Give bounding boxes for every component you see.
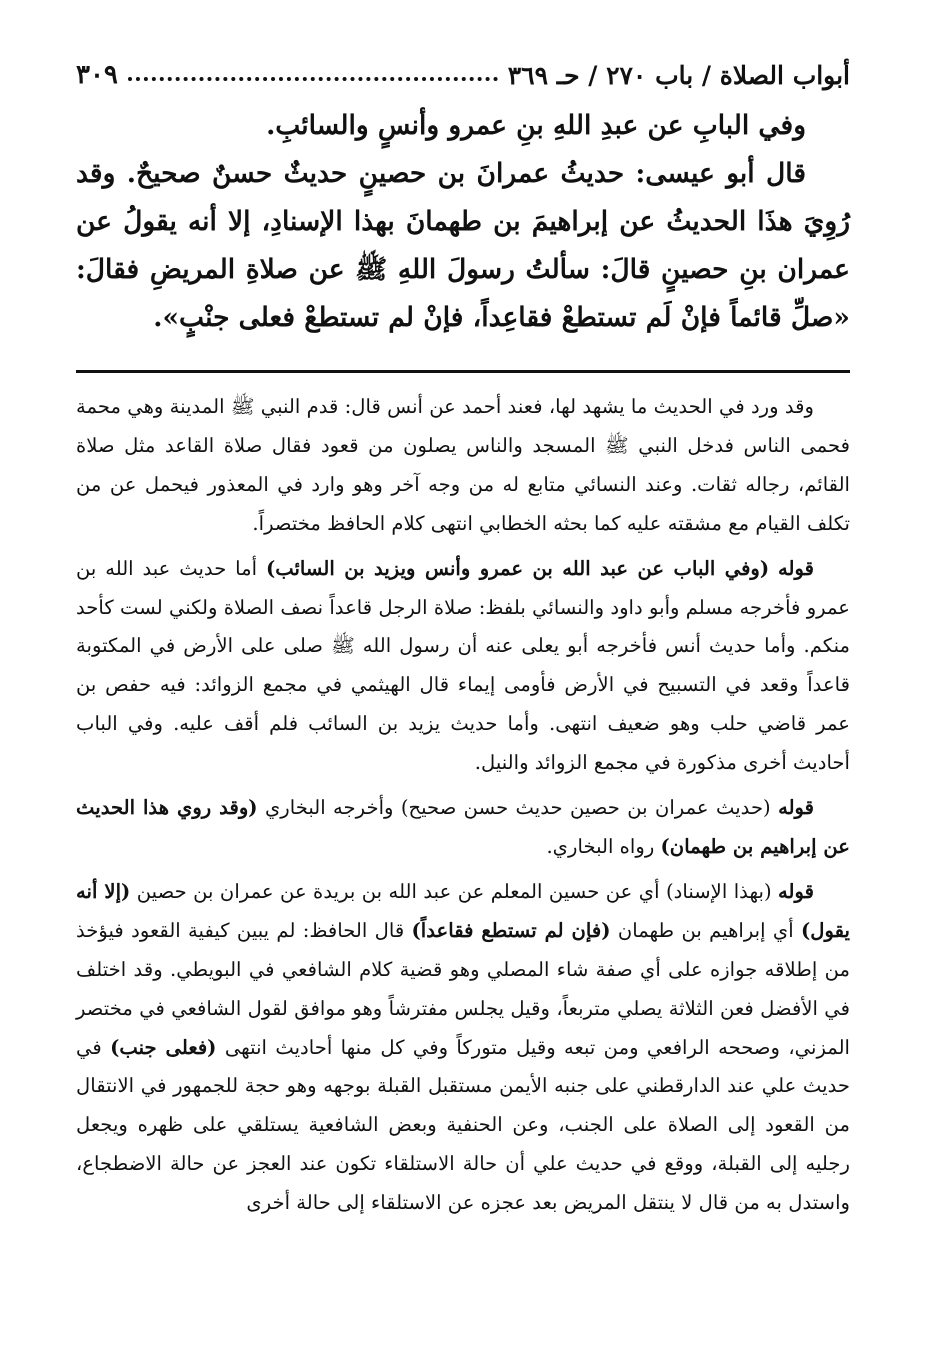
commentary-quote: (بهذا الإسناد) xyxy=(666,879,772,903)
commentary-text: أي إبراهيم بن طهمان xyxy=(617,918,794,942)
commentary-text: وأخرجه البخاري xyxy=(264,796,394,820)
leader-dots xyxy=(128,77,498,81)
commentary-paragraph-1: وقد ورد في الحديث ما يشهد لها، فعند أحمد عن أنس قال: قدم النبي ﷺ المدينة وهي محمة فحمى الناس فدخل النبي ﷺ المسجد والناس يصلون من قعود فقال صلاة القاعد مثل صلاة القائم، رجاله ثقات. وعند النسائي متابع له من وجه آخر وهو وارد في المعذور فيحمل عن من تكلف القيام مع مشقته عليه كما بحثه الخطابي انتهى كلام الحافظ مختصراً. xyxy=(76,395,850,535)
commentary-quote: (حديث عمران بن حصين حديث حسن صحيح) xyxy=(400,796,771,820)
separator-rule xyxy=(76,370,850,373)
commentary-quote: (إلا أنه يقول) xyxy=(76,879,850,942)
main-paragraph-1: وفي البابِ عن عبدِ اللهِ بنِ عمرو وأنسٍ والسائبِ. xyxy=(266,110,806,141)
commentary-text: قال الحافظ: لم يبين كيفية القعود فيؤخذ من إطلاقه جوازه على أي صفة شاء المصلي وهو قضية كلام الشافعي في البويطي. وقد اختلف في الأفضل فعن الثلاثة يصلي متربعاً، وقيل يجلس مفترشاً وهو موافق لقول الشافعي في مختصر المزني، وصححه الرافعي ومن تبعه وقيل متوركاً وفي كل منها أحاديث انتهى xyxy=(76,918,850,1059)
main-paragraph-2: قال أبو عيسى: حديثُ عمرانَ بن حصينٍ حديثٌ حسنٌ صحيحٌ. وقد رُوِيَ هذَا الحديثُ عن إبراهيمَ بن طهمانَ بهذا الإسنادِ، إلا أنه يقولُ عن عمران بنِ حصينٍ قالَ: سألتُ رسولَ اللهِ ﷺ عن صلاةِ المريضِ فقالَ: «صلِّ قائماً فإنْ لَم تستطعْ فقاعِداً، فإنْ لم تستطعْ فعلى جنْبٍ». xyxy=(76,158,850,333)
commentary-lead: قوله xyxy=(778,556,814,580)
commentary-quote: (فعلى جنب) xyxy=(110,1035,217,1059)
hadith-main-text xyxy=(76,102,850,342)
commentary-paragraph-2 xyxy=(76,550,850,783)
running-header xyxy=(76,58,850,92)
commentary-text: أي عن حسين المعلم عن عبد الله بن بريدة عن عمران بن حصين xyxy=(136,879,660,903)
commentary-lead: قوله xyxy=(778,796,815,820)
page-number: ٣٠٩ xyxy=(76,60,118,90)
commentary-quote: (فإن لم تستطع فقاعداً) xyxy=(411,918,611,942)
commentary-paragraph-3 xyxy=(76,789,850,867)
commentary-quote: (وفي الباب عن عبد الله بن عمرو وأنس ويزيد بن السائب) xyxy=(265,556,770,580)
commentary-text: أما حديث عبد الله بن عمرو فأخرجه مسلم وأبو داود والنسائي بلفظ: صلاة الرجل قاعداً نصف الصلاة ولكني لست كأحد منكم. وأما حديث أنس فأخرجه أبو يعلى عنه أن رسول الله ﷺ صلى على الأرض في المكتوبة قاعداً وقعد في التسبيح في الأرض فأومى إيماء قال الهيثمي في مجمع الزوائد: فيه حفص بن عمر قاضي حلب وهو ضعيف انتهى. وأما حديث يزيد بن السائب فلم أقف عليه. وفي الباب أحاديث أخرى مذكورة في مجمع الزوائد والنيل. xyxy=(76,556,850,775)
running-title: أبواب الصلاة / باب ٢٧٠ / حـ ٣٦٩ xyxy=(507,60,850,90)
commentary-quote: (وقد روي هذا الحديث عن إبراهيم بن طهمان) xyxy=(76,796,850,858)
commentary-text: رواه البخاري. xyxy=(546,834,655,858)
commentary-lead: قوله xyxy=(778,879,814,903)
commentary-paragraph-4 xyxy=(76,873,850,1223)
commentary-text: في حديث علي عند الدارقطني على جنبه الأيمن مستقبل القبلة بوجهه وهو حجة للجمهور في الانتقال من القعود إلى الصلاة على الجنب، وعن الحنفية وبعض الشافعية يستلقي على ظهره ويجعل رجليه إلى القبلة، ووقع في حديث علي أن حالة الاستلقاء تكون عند العجز عن حالة الاضطجاع، واستدل به من قال لا ينتقل المريض بعد عجزه عن الاستلقاء إلى حالة أخرى xyxy=(76,1035,850,1215)
commentary-section xyxy=(76,388,850,1229)
